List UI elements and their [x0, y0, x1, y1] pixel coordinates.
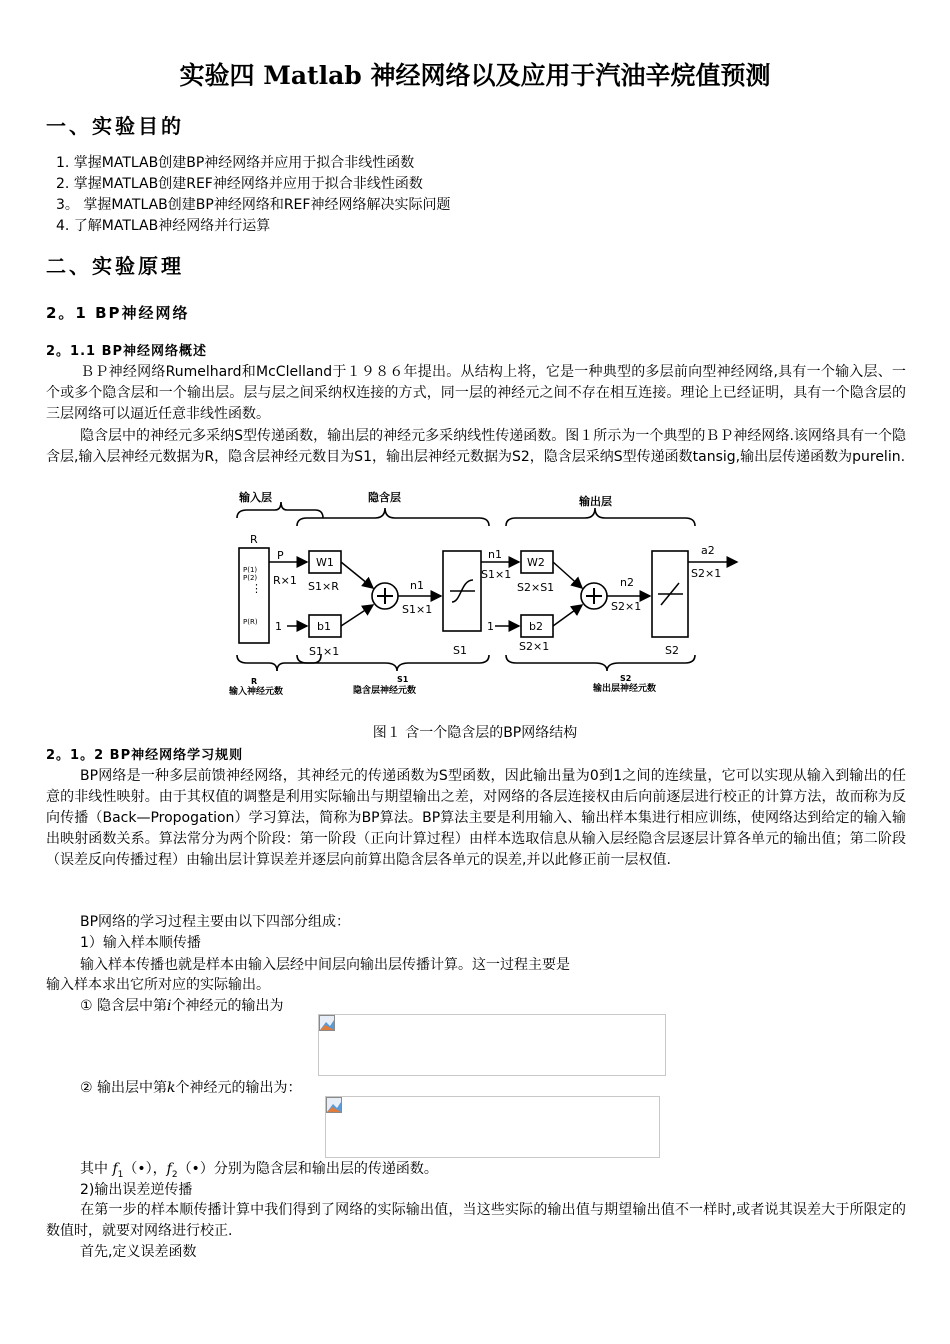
bp-network-diagram — [225, 488, 745, 703]
broken-image-icon — [326, 1097, 342, 1113]
paragraph-bp-overview: ＢＰ神经网络Rumelhard和McClelland于１９８６年提出。从结构上将，它是一种典型的多层前向型神经网络,具有一个输入层、一个或多个隐含层和一个输出层。层与层之间采纳权连接的方式，同一层的神经元之间不存在相互连接。理论上已经证明，具有一个隐含层的三层网络可以逼近任意非线性函数。 — [46, 364, 906, 422]
diagram-label-s1x1-b: S1×1 — [309, 645, 340, 658]
subsection-heading-bp-learning: 2。1。2 BP神经网络学习规则 — [46, 748, 244, 763]
diagram-label-one-a: 1 — [275, 620, 282, 633]
diagram-label-n2: n2 — [620, 576, 634, 589]
figure-caption: 图１ 含一个隐含层的BP网络结构 — [372, 725, 578, 741]
diagram-label-s1: S1 — [453, 644, 467, 657]
equation-2-label: ② 输出层中第k个神经元的输出为： — [80, 1080, 302, 1096]
diagram-label-b1: b1 — [317, 620, 331, 633]
diagram-label-rx1: R×1 — [273, 574, 297, 587]
step-forward-propagation: 1）输入样本顺传播 — [80, 935, 201, 951]
diagram-label-input-layer: 输入层 — [239, 491, 272, 504]
diagram-label-s1xr: S1×R — [308, 580, 339, 593]
diagram-label-pr: P(R) — [243, 618, 258, 626]
diagram-label-s2x1-n: S2×1 — [611, 600, 642, 613]
equation-2-image — [325, 1096, 660, 1158]
diagram-label-input-count: 输入神经元数 — [229, 687, 284, 697]
diagram-label-hidden-layer: 隐含层 — [368, 491, 401, 504]
diagram-label-s2x1-b: S2×1 — [519, 640, 550, 653]
paragraph-forward-b: 输入样本求出它所对应的实际输出。 — [46, 977, 270, 993]
diagram-label-s1x1-n: S1×1 — [402, 603, 433, 616]
diagram-label-a2: a2 — [701, 544, 715, 557]
broken-image-icon — [319, 1015, 335, 1031]
diagram-label-r: R — [250, 533, 258, 546]
equation-1-image — [318, 1014, 666, 1076]
diagram-label-w1: W1 — [316, 556, 334, 569]
diagram-label-n1: n1 — [410, 579, 424, 592]
list-item: 1. 掌握MATLAB创建BP神经网络并应用于拟合非线性函数 — [56, 155, 415, 171]
paragraph-learning-steps: BP网络的学习过程主要由以下四部分组成： — [80, 914, 351, 930]
diagram-label-s1x1-o: S1×1 — [481, 568, 512, 581]
paragraph-forward-a: 输入样本传播也就是样本由输入层经中间层向输出层传播计算。这一过程主要是 — [80, 957, 570, 973]
diagram-label-w2: W2 — [527, 556, 545, 569]
diagram-label-p2: P(2) — [243, 574, 258, 582]
subsection-heading-bp: 2。1 BP神经网络 — [46, 304, 190, 322]
diagram-label-s2: S2 — [665, 644, 679, 657]
objectives-list — [56, 153, 450, 237]
diagram-label-r-bottom: R — [251, 677, 258, 686]
diagram-label-s1-bottom: S1 — [397, 675, 409, 684]
paragraph-error-correction: 在第一步的样本顺传播计算中我们得到了网络的实际输出值，当这些实际的输出值与期望输出值不一样时,或者说其误差大于所限定的数值时，就要对网络进行校正. — [46, 1202, 906, 1239]
diagram-label-s2-bottom: S2 — [620, 674, 632, 683]
diagram-label-output-layer: 输出层 — [579, 495, 612, 508]
list-item: 2. 掌握MATLAB创建REF神经网络并应用于拟合非线性函数 — [56, 176, 423, 192]
diagram-label-hidden-count: 隐含层神经元数 — [353, 686, 417, 696]
document-title: 实验四 Matlab 神经网络以及应用于汽油辛烷值预测 — [179, 61, 771, 90]
paragraph-bp-learning: BP网络是一种多层前馈神经网络，其神经元的传递函数为S型函数，因此输出量为0到1之间的连续量，它可以实现从输入到输出的任意的非线性映射。由于其权值的调整是利用实际输出与期望输出之差，对网络的各层连接权由后向前逐层进行校正的计算方法，故而称为反向传播（Back—Propogation）学习算法，简称为BP算法。BP算法主要是利用输入、输出样本集进行相应训练，使网络达到给定的输入输出映射函数关系。算法常分为两个阶段：第一阶段（正向计算过程）由样本选取信息从输入层经隐含层逐层计算各单元的输出值；第二阶段（误差反向传播过程）由输出层计算误差并逐层向前算出隐含层各单元的误差,并以此修正前一层权值. — [46, 768, 906, 868]
section-heading-principle: 二、实验原理 — [46, 254, 184, 278]
paragraph-hidden-layer: 隐含层中的神经元多采纳S型传递函数，输出层的神经元多采纳线性传递函数。图１所示为一个典型的ＢＰ神经网络.该网络具有一个隐含层,输入层神经元数据为R，隐含层神经元数目为S1，输出层神经元数据为S2，隐含层采纳S型传递函数tansig,输出层传递函数为purelin. — [46, 428, 906, 465]
diagram-label-n1-out: n1 — [488, 548, 502, 561]
diagram-label-s2xs1: S2×S1 — [517, 581, 555, 594]
section-heading-objectives: 一、实验目的 — [46, 114, 184, 138]
diagram-label-one-b: 1 — [487, 620, 494, 633]
subsection-heading-bp-overview: 2。1.1 BP神经网络概述 — [46, 344, 208, 359]
list-item: 3。 掌握MATLAB创建BP神经网络和REF神经网络解决实际问题 — [56, 197, 451, 213]
diagram-label-output-count: 输出层神经元数 — [593, 684, 657, 694]
diagram-label-p: P — [277, 549, 284, 562]
diagram-label-s2x1-a: S2×1 — [691, 567, 722, 580]
list-item: 4. 了解MATLAB神经网络并行运算 — [56, 218, 271, 234]
diagram-label-p1: P(1) — [243, 566, 258, 574]
diagram-label-vdots: ⋮ — [251, 582, 262, 595]
step-error-backpropagation: 2)输出误差逆传播 — [80, 1182, 193, 1198]
paragraph-error-function: 首先,定义误差函数 — [80, 1244, 197, 1260]
equation-1-label: ① 隐含层中第i个神经元的输出为 — [80, 998, 284, 1014]
transfer-function-note: 其中 $f_1(•)$，$f_2(•)$分别为隐含层和输出层的传递函数。 — [80, 1161, 438, 1180]
diagram-label-b2: b2 — [529, 620, 543, 633]
